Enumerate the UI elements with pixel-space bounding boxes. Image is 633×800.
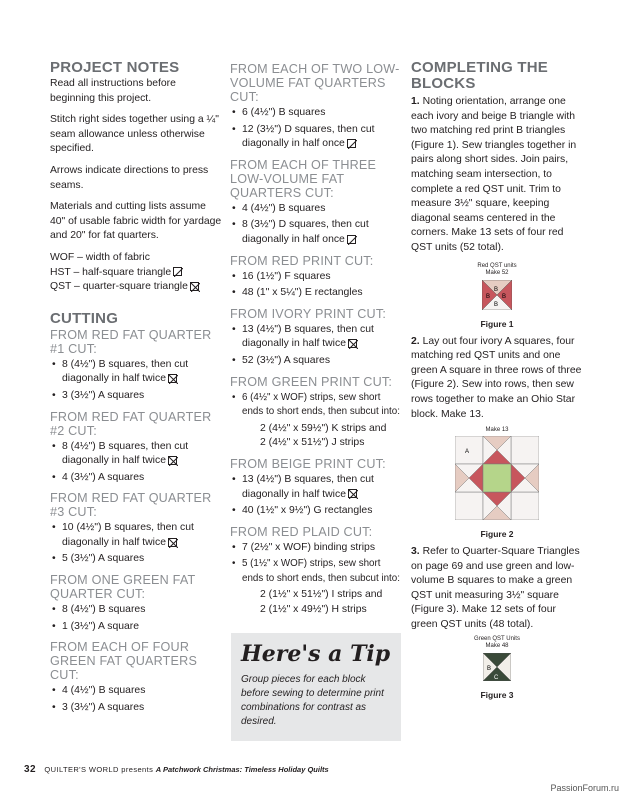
list-item: • 4 (4½") B squares (230, 202, 402, 217)
page-number: 32 (24, 764, 36, 775)
list-item: • 8 (4½") B squares, then cut diagonally in half twice (50, 358, 222, 387)
figure-caption: Figure 3 (480, 689, 514, 700)
a-label: A (465, 449, 470, 456)
note-3: Arrows indicate directions to press seams. (50, 164, 209, 191)
abbr-hst: HST – half-square triangle (50, 266, 222, 281)
section-heading: FROM GREEN PRINT CUT: (230, 374, 393, 389)
list-item: • 48 (1" x 5¼") E rectangles (230, 286, 402, 301)
list-item: • 7 (2½" x WOF) binding strips (230, 541, 402, 556)
list-item: • 5 (3½") A squares (50, 552, 222, 567)
figure-3 (411, 636, 583, 700)
section-heading: FROM RED PLAID CUT: (230, 524, 373, 539)
list-item: • 52 (3½") A squares (230, 354, 402, 369)
step-2: 2. Lay out four ivory A squares, four matching red QST units and one green A square in three rows of three (Figure 2). Sew into rows, then sew rows together to make an Ohio Star block. Make 13. (411, 335, 582, 420)
list-item: • 1 (3½") A square (50, 620, 222, 635)
svg-text:B: B (486, 293, 491, 300)
qst-icon (348, 489, 357, 498)
step-3: 3. Refer to Quarter-Square Triangles on page 69 and use green and low-volume B squares to make a green QST unit measuring 3½" square (Figure 3). Make 12 sets of four green QST units (48 total). (411, 546, 580, 631)
svg-text:B: B (502, 293, 507, 300)
figure-caption: Figure 1 (480, 318, 514, 329)
section-heading: FROM RED FAT QUARTER #1 CUT: (50, 327, 212, 356)
section-heading: FROM EACH OF FOUR GREEN FAT QUARTERS CUT: (50, 640, 198, 683)
step-1: 1. Noting orientation, arrange one each ivory and beige B triangle with two matching red print B triangles (Figure 1). Sew triangles together in pairs along short sides. Join pairs, matching seam intersection, to complete a red QST unit. Trim to measure 3½" square, keeping diagonal seams centered in the corners. Make 13 sets of four red QST units (52 total). (411, 96, 577, 253)
note-1: Read all instructions before beginning this project. (50, 78, 176, 104)
sub-item: 2 (4½" x 51½") J strips (260, 437, 365, 449)
section-heading: FROM RED FAT QUARTER #3 CUT: (50, 491, 212, 520)
hst-icon (347, 235, 356, 244)
column-right (411, 60, 583, 706)
list-item: • 40 (1½" x 9½") G rectangles (230, 504, 402, 519)
footer-text: QUILTER'S WORLD presents (44, 765, 154, 774)
figure-title: Make 13 (485, 427, 509, 434)
note-2: Stitch right sides together using a ¼" seam allowance unless otherwise specified. (50, 114, 219, 155)
page-footer (24, 764, 329, 775)
tip-title: Here's a Tip (241, 641, 391, 667)
qst-icon (190, 282, 199, 291)
section-heading: FROM EACH OF THREE LOW-VOLUME FAT QUARTERS CUT: (230, 157, 377, 200)
sub-item: 2 (1½" x 51½") I strips and (260, 589, 383, 601)
svg-text:B: B (487, 665, 492, 672)
figure-2 (411, 427, 583, 539)
hst-icon (173, 267, 182, 276)
note-4: Materials and cutting lists assume 40" of usable fabric width for yardage and 20" for fat quarters. (50, 201, 222, 242)
figure-subtitle: Make 48 (485, 642, 509, 649)
green-qst-unit-diagram (483, 653, 511, 681)
qst-icon (168, 456, 177, 465)
block-square (455, 492, 483, 520)
list-item: • 16 (1½") F squares (230, 270, 402, 285)
sub-item: 2 (4½" x 59½") K strips and (260, 422, 387, 434)
center-green-square (483, 464, 511, 492)
footer-book-title: A Patchwork Christmas: Timeless Holiday Quilts (155, 765, 329, 774)
section-heading: FROM EACH OF TWO LOW-VOLUME FAT QUARTERS CUT: (230, 62, 400, 104)
list-item: • 6 (4½") B squares (230, 106, 402, 121)
qst-icon (168, 538, 177, 547)
block-square (511, 436, 539, 464)
list-item: • 13 (4½") B squares, then cut diagonally in half twice (230, 323, 402, 352)
watermark: PassionForum.ru (550, 783, 619, 793)
section-heading: FROM ONE GREEN FAT QUARTER CUT: (50, 573, 196, 602)
svg-text:C: C (494, 674, 499, 681)
tip-body: Group pieces for each block before sewing to determine print combinations for contrast as desired. (241, 674, 384, 727)
red-qst-unit-diagram (482, 280, 512, 310)
list-item: • 8 (3½") D squares, then cut diagonally in half once (230, 218, 402, 247)
figure-subtitle: Make 52 (485, 269, 509, 276)
list-item: • 6 (4½" x WOF) strips, sew short ends to short ends, then subcut into: (230, 391, 402, 420)
completing-blocks-heading: COMPLETING THE BLOCKS (411, 59, 548, 92)
section-heading: FROM RED PRINT CUT: (230, 253, 374, 268)
column-middle (230, 62, 402, 618)
section-heading: FROM BEIGE PRINT CUT: (230, 456, 386, 471)
list-item: • 4 (3½") A squares (50, 471, 222, 486)
qst-icon (348, 339, 357, 348)
svg-text:B: B (494, 301, 499, 308)
section-heading: FROM IVORY PRINT CUT: (230, 306, 387, 321)
block-square (511, 492, 539, 520)
project-notes-heading: PROJECT NOTES (50, 59, 180, 76)
list-item: • 8 (4½") B squares (50, 603, 222, 618)
section-heading: FROM RED FAT QUARTER #2 CUT: (50, 409, 212, 438)
figure-caption: Figure 2 (480, 529, 514, 540)
figure-1 (411, 263, 583, 329)
qst-icon (168, 374, 177, 383)
list-item: • 8 (4½") B squares, then cut diagonally in half twice (50, 440, 222, 469)
figure-title: Green QST Units (474, 635, 520, 642)
column-left (50, 60, 222, 717)
tip-box (231, 633, 401, 741)
abbr-qst: QST – quarter-square triangle (50, 280, 222, 295)
list-item: • 4 (4½") B squares (50, 684, 222, 699)
list-item: • 10 (4½") B squares, then cut diagonally in half twice (50, 521, 222, 550)
list-item: • 3 (3½") A squares (50, 701, 222, 716)
list-item: • 3 (3½") A squares (50, 389, 222, 404)
figure-title: Red QST units (477, 262, 517, 269)
cutting-heading: CUTTING (50, 309, 119, 327)
list-item: • 5 (1½" x WOF) strips, sew short ends to short ends, then subcut into: (230, 557, 402, 586)
sub-item: 2 (1½" x 49½") H strips (260, 604, 367, 616)
list-item: • 12 (3½") D squares, then cut diagonally in half once (230, 123, 402, 152)
abbr-wof: WOF – width of fabric (50, 251, 150, 263)
b-label: B (494, 286, 499, 293)
ohio-star-block-diagram (455, 436, 539, 520)
list-item: • 13 (4½") B squares, then cut diagonally in half twice (230, 473, 402, 502)
hst-icon (347, 139, 356, 148)
